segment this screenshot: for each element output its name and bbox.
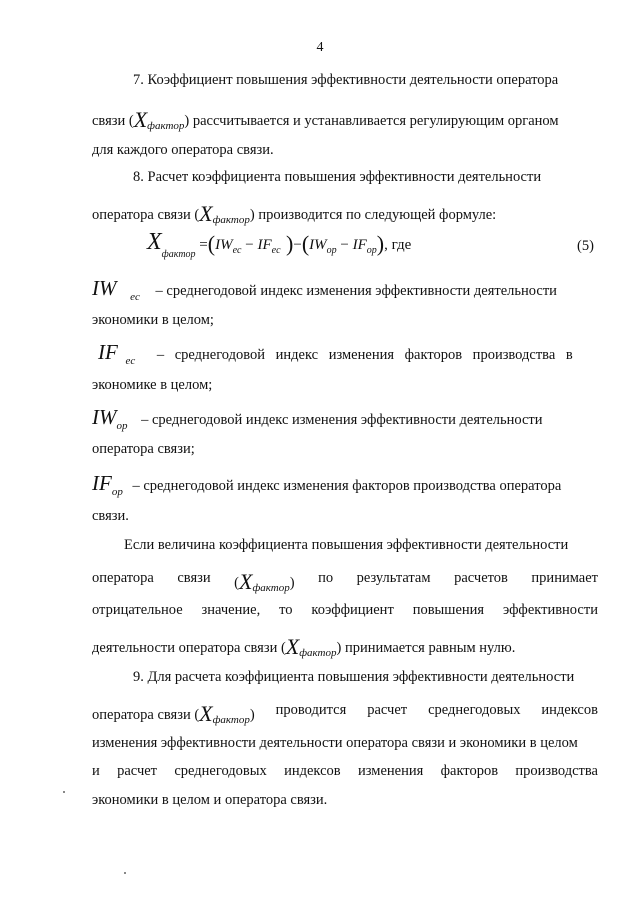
p9-line2 xyxy=(92,703,598,726)
def-if-ec xyxy=(98,342,573,367)
p9-line1: 9. Для расчета коэффициента повышения эффективности деятельности xyxy=(133,669,575,685)
word: проводится xyxy=(275,702,347,718)
op-subscript: op xyxy=(111,486,123,498)
formula-if-op: IF xyxy=(352,237,367,253)
formula-iw-op: IW xyxy=(309,237,327,253)
formula-5: $X_{фактор} =(IW_{ec} - IF_{ec}$ )$-(IW_{op} - IF_{op})$, где xyxy=(147,229,412,260)
word: повышения xyxy=(412,602,485,618)
p7-line2-post: ) рассчитывается и устанавливается регулирующим органом xyxy=(184,113,559,129)
scan-speck xyxy=(124,872,126,874)
p7-line2-pre: связи ( xyxy=(92,113,134,129)
word: оператора xyxy=(92,570,154,586)
formula-if-sub: ec xyxy=(271,245,281,256)
def-iw-ec-line2: экономики в целом; xyxy=(92,312,214,328)
x-factor-subscript: фактор xyxy=(252,582,290,594)
formula-iw-op-sub: op xyxy=(326,245,337,256)
formula-if: IF xyxy=(257,237,272,253)
word: расчет xyxy=(367,702,408,718)
p9-line4 xyxy=(92,764,598,779)
def-if-op-line2: связи. xyxy=(92,508,129,524)
p-neg-line3 xyxy=(92,603,598,618)
p-neg-line2 xyxy=(92,571,598,594)
def-if-ec-text: – среднегодовой индекс изменения факторов производства в xyxy=(156,347,573,363)
formula-equals: = xyxy=(199,237,208,253)
word: значение, xyxy=(201,602,261,618)
word: факторов xyxy=(440,763,499,779)
p8-line2-post: ) производится по следующей формуле: xyxy=(249,207,497,223)
def-iw-op xyxy=(92,407,543,432)
def-iw-op-text: – среднегодовой индекс изменения эффективности деятельности xyxy=(141,412,543,428)
x-factor-inline: $(X_{фактор})$ xyxy=(234,569,295,594)
word: расчет xyxy=(117,763,158,779)
x-factor-subscript: фактор xyxy=(212,214,250,226)
formula-if-op-sub: op xyxy=(366,245,377,256)
ec-subscript: ec xyxy=(130,291,140,303)
word: то xyxy=(279,602,293,618)
word: среднегодовых xyxy=(428,702,521,718)
def-if-ec-line2: экономике в целом; xyxy=(92,377,213,393)
if-symbol: IF xyxy=(92,471,112,495)
x-factor-symbol: X xyxy=(239,569,253,594)
x-factor-symbol: X xyxy=(199,201,213,226)
word: результатам xyxy=(356,570,431,586)
formula-iw-sub: ec xyxy=(232,245,242,256)
op-subscript: op xyxy=(116,420,128,432)
word: отрицательное xyxy=(92,602,183,618)
def-iw-op-line2: оператора связи; xyxy=(92,441,195,457)
word: изменения xyxy=(358,763,424,779)
word: производства xyxy=(515,763,598,779)
iw-symbol: IW xyxy=(92,276,117,300)
p-neg-line4-post: ) принимается равным нулю. xyxy=(336,640,516,656)
formula-minus: − xyxy=(293,237,302,253)
p-neg-line4-pre: деятельности оператора связи ( xyxy=(92,640,286,656)
iw-symbol: IW xyxy=(92,405,117,429)
p8-line1: 8. Расчет коэффициента повышения эффективности деятельности xyxy=(133,169,542,185)
formula-iw: IW xyxy=(215,237,233,253)
p9-line3: изменения эффективности деятельности оператора связи и экономики в целом xyxy=(92,735,578,751)
def-iw-ec-text: – среднегодовой индекс изменения эффективности деятельности xyxy=(155,283,557,299)
word: эффективности xyxy=(502,602,598,618)
word: среднегодовых xyxy=(174,763,267,779)
word: связи xyxy=(177,570,211,586)
x-factor-subscript: фактор xyxy=(147,120,185,132)
p7-line2 xyxy=(92,109,559,132)
if-symbol: IF xyxy=(98,340,118,364)
p8-line2-pre: оператора связи ( xyxy=(92,207,200,223)
ec-subscript: ec xyxy=(125,355,136,367)
word: индексов xyxy=(284,763,341,779)
word: и xyxy=(92,763,100,779)
word: коэффициент xyxy=(311,602,394,618)
formula-x: X xyxy=(147,229,162,255)
x-factor-subscript: фактор xyxy=(212,714,250,726)
formula-minus: − xyxy=(340,237,349,253)
word: расчетов xyxy=(454,570,508,586)
x-factor-subscript: фактор xyxy=(299,647,337,659)
def-iw-ec xyxy=(92,278,557,303)
def-if-op xyxy=(92,473,561,498)
formula-x-subscript: фактор xyxy=(161,249,196,260)
x-factor-symbol: X xyxy=(285,634,300,659)
equation-number: (5) xyxy=(577,238,594,254)
word: принимает xyxy=(531,570,598,586)
def-if-op-text: – среднегодовой индекс изменения факторов производства оператора xyxy=(132,478,562,494)
word: по xyxy=(318,570,334,586)
formula-tail: , где xyxy=(384,237,412,253)
p-neg-line1: Если величина коэффициента повышения эффективности деятельности xyxy=(124,537,569,553)
x-factor-symbol: X xyxy=(133,107,148,132)
p8-line2 xyxy=(92,203,496,226)
scan-speck xyxy=(63,791,65,793)
page-number: 4 xyxy=(316,40,324,55)
p7-line3: для каждого оператора связи. xyxy=(92,142,274,158)
p9-line2-pre: оператора связи $(X_{фактор})$ xyxy=(92,701,255,726)
word: индексов xyxy=(541,702,598,718)
p-neg-line4 xyxy=(92,636,515,659)
x-factor-symbol: X xyxy=(199,701,213,726)
formula-minus: − xyxy=(245,237,254,253)
p7-line1: 7. Коэффициент повышения эффективности деятельности оператора xyxy=(133,72,559,88)
p9-line5: экономики в целом и оператора связи. xyxy=(92,792,328,808)
